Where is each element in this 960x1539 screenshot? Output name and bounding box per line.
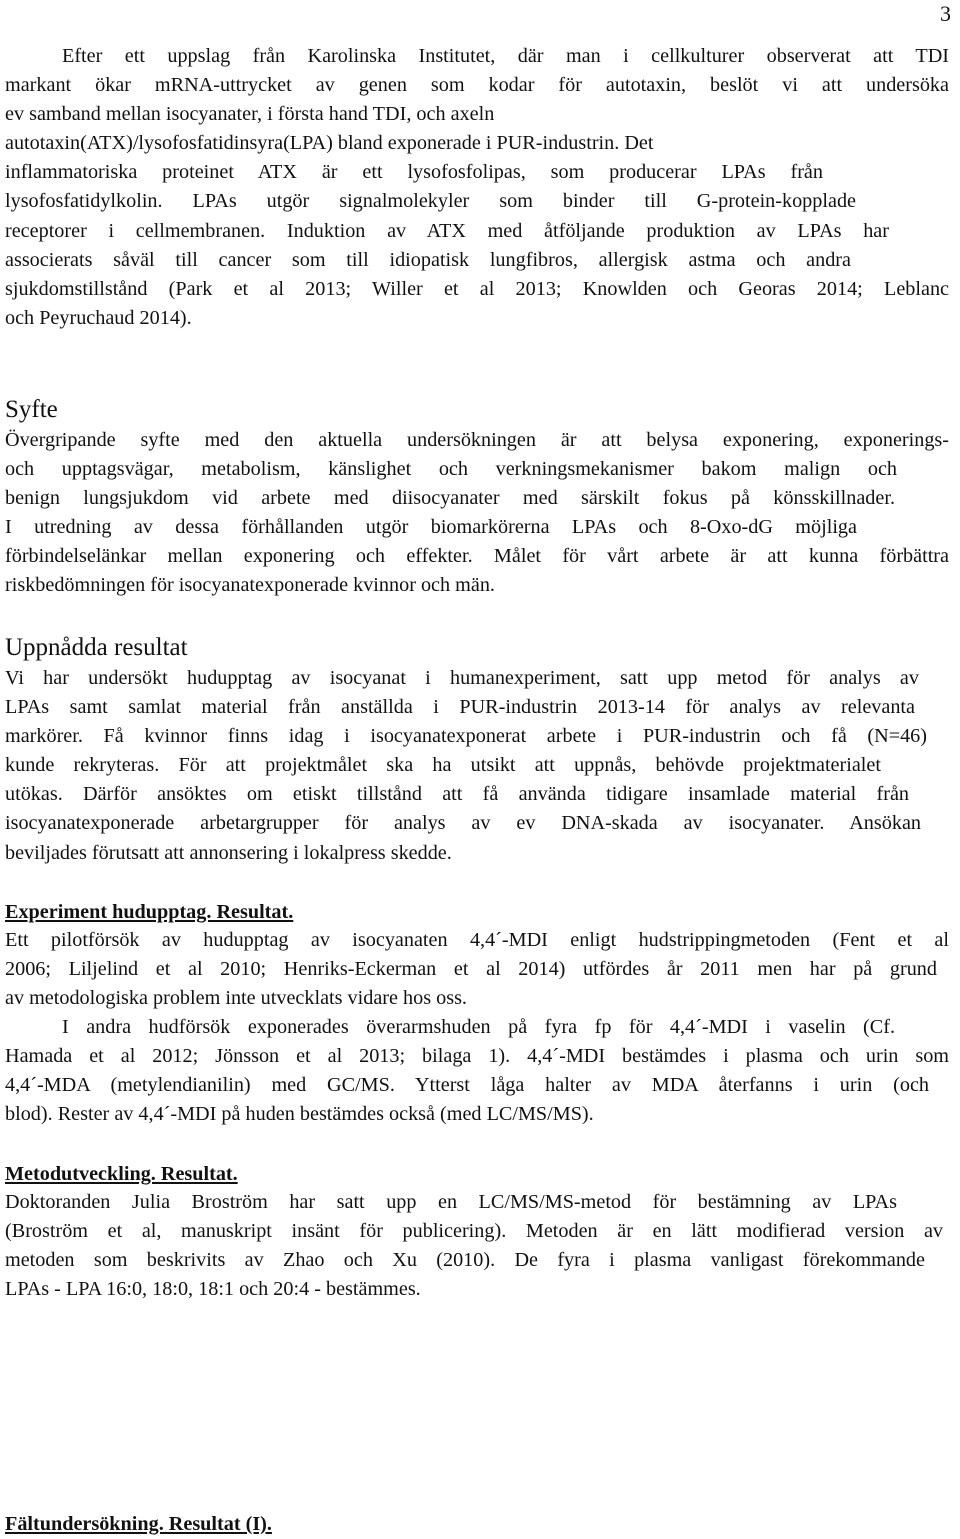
syfte-text bbox=[5, 426, 949, 601]
intro-text bbox=[5, 42, 949, 333]
intro-paragraph bbox=[5, 42, 949, 333]
text-line: Hamada et al 2012; Jönsson et al 2013; bilaga 1). 4,4´-MDI bestämdes i plasma och urin som bbox=[5, 1045, 949, 1068]
text-line: och Peyruchaud 2014). bbox=[5, 306, 192, 329]
text-line: 2006; Liljelind et al 2010; Henriks-Eckerman et al 2014) utfördes år 2011 men har på grund bbox=[5, 958, 937, 981]
text-line: Vi har undersökt hudupptag av isocyanat i humanexperiment, satt upp metod för analys av bbox=[5, 667, 919, 689]
text-line: associerats såväl till cancer som till idiopatisk lungfibros, allergisk astma och andra bbox=[5, 248, 851, 271]
text-line: av metodologiska problem inte utvecklats vidare hos oss. bbox=[5, 987, 467, 1010]
section-heading-syfte: Syfte bbox=[5, 396, 58, 423]
text-line: sjukdomstillstånd (Park et al 2013; Willer et al 2013; Knowlden och Georas 2014; Leblanc bbox=[5, 277, 949, 300]
text-line: receptorer i cellmembranen. Induktion av ATX med åtföljande produktion av LPAs har bbox=[5, 219, 889, 242]
text-line: metoden som beskrivits av Zhao och Xu (2010). De fyra i plasma vanligast förekommande bbox=[5, 1249, 925, 1272]
text-line: inflammatoriska proteinet ATX är ett lysofosfolipas, som producerar LPAs från bbox=[5, 161, 823, 184]
text-line: autotaxin(ATX)/lysofosfatidinsyra(LPA) bland exponerade i PUR-industrin. Det bbox=[5, 132, 654, 155]
text-line: beviljades förutsatt att annonsering i lokalpress skedde. bbox=[5, 841, 452, 864]
text-line: riskbedömningen för isocyanatexponerade kvinnor och män. bbox=[5, 574, 495, 597]
text-line: ev samband mellan isocyanater, i första hand TDI, och axeln bbox=[5, 103, 495, 126]
text-line: förbindelselänkar mellan exponering och effekter. Målet för vårt arbete är att kunna förbättra bbox=[5, 545, 949, 568]
text-line: isocyanatexponerade arbetargrupper för analys av ev DNA-skada av isocyanater. Ansökan bbox=[5, 812, 921, 835]
experiment-paragraph-2 bbox=[5, 1013, 949, 1129]
section-heading-experiment: Experiment hudupptag. Resultat. bbox=[5, 901, 294, 923]
metod-paragraph bbox=[5, 1188, 949, 1304]
text-line: utökas. Därför ansöktes om etiskt tillstånd att få använda tidigare insamlade material från bbox=[5, 783, 909, 806]
section-heading-resultat: Uppnådda resultat bbox=[5, 634, 188, 661]
experiment-paragraph-1 bbox=[5, 926, 949, 1013]
text-line: Efter ett uppslag från Karolinska Institutet, där man i cellkulturer observerat att TDI bbox=[62, 45, 949, 67]
text-line: blod). Rester av 4,4´-MDI på huden bestämdes också (med LC/MS/MS). bbox=[5, 1103, 594, 1126]
resultat-text bbox=[5, 664, 949, 868]
section-heading-falt: Fältundersökning. Resultat (I). bbox=[5, 1513, 272, 1535]
text-line: I utredning av dessa förhållanden utgör biomarkörerna LPAs och 8-Oxo-dG möjliga bbox=[5, 516, 857, 539]
syfte-paragraph bbox=[5, 426, 949, 601]
resultat-paragraph bbox=[5, 664, 949, 868]
text-line: 4,4´-MDA (metylendianilin) med GC/MS. Ytterst låga halter av MDA återfanns i urin (och bbox=[5, 1074, 929, 1097]
text-line: Övergripande syfte med den aktuella undersökningen är att belysa exponering, exponerings- bbox=[5, 429, 949, 451]
page-number: 3 bbox=[940, 1, 951, 26]
text-line: lysofosfatidylkolin. LPAs utgör signalmolekyler som binder till G-protein-kopplade bbox=[5, 190, 856, 213]
section-heading-metod: Metodutveckling. Resultat. bbox=[5, 1163, 238, 1185]
text-line: I andra hudförsök exponerades överarmshuden på fyra fp för 4,4´-MDI i vaselin (Cf. bbox=[62, 1016, 895, 1038]
text-line: LPAs samt samlat material från anställda i PUR-industrin 2013-14 för analys av relevanta bbox=[5, 696, 915, 719]
text-line: och upptagsvägar, metabolism, känslighet och verkningsmekanismer bakom malign och bbox=[5, 458, 897, 481]
text-line: Ett pilotförsök av hudupptag av isocyanaten 4,4´-MDI enligt hudstrippingmetoden (Fent et al bbox=[5, 929, 949, 951]
experiment-text-2 bbox=[5, 1013, 949, 1129]
text-line: LPAs - LPA 16:0, 18:0, 18:1 och 20:4 - bestämmes. bbox=[5, 1278, 421, 1301]
text-line: kunde rekryteras. För att projektmålet ska ha utsikt att uppnås, behövde projektmaterialet bbox=[5, 754, 881, 777]
text-line: markörer. Få kvinnor finns idag i isocyanatexponerat arbete i PUR-industrin och få (N=46) bbox=[5, 725, 927, 748]
text-line: markant ökar mRNA-uttrycket av genen som kodar för autotaxin, beslöt vi att undersöka bbox=[5, 74, 949, 97]
text-line: Doktoranden Julia Broström har satt upp en LC/MS/MS-metod för bestämning av LPAs bbox=[5, 1191, 897, 1213]
text-line: (Broström et al, manuskript insänt för publicering). Metoden är en lätt modifierad version av bbox=[5, 1220, 943, 1243]
metod-text bbox=[5, 1188, 949, 1304]
experiment-text-1 bbox=[5, 926, 949, 1013]
text-line: benign lungsjukdom vid arbete med diisocyanater med särskilt fokus på könsskillnader. bbox=[5, 487, 895, 510]
